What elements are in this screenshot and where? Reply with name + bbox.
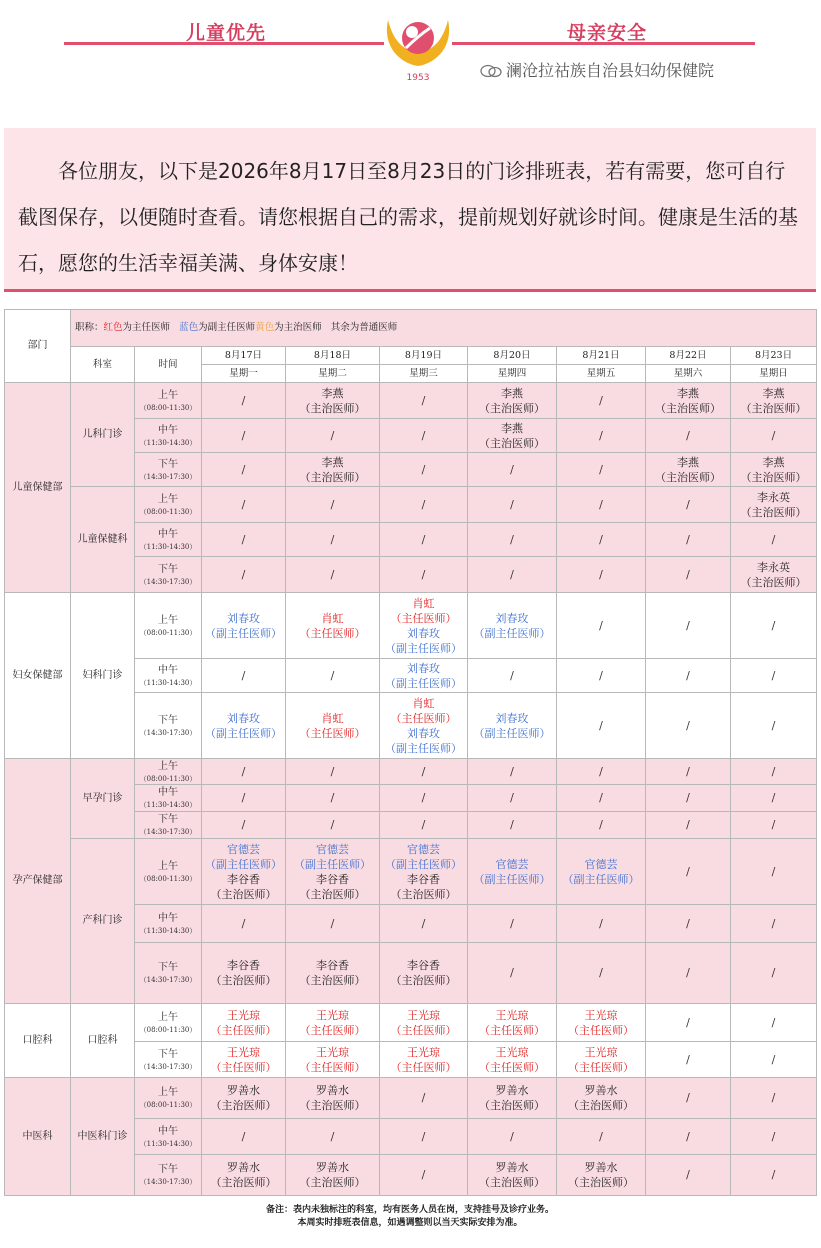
empty-slot: / [731, 1078, 817, 1119]
time-cell: 下午 （14:30-17:30） [135, 693, 202, 759]
room-cell: 妇科门诊 [71, 593, 135, 759]
weekday-header: 星期四 [468, 365, 557, 383]
doctor-slot: 李永英 （主治医师） [731, 487, 817, 523]
empty-slot: / [646, 419, 731, 453]
doctor-slot: 李谷香 （主治医师） [380, 943, 468, 1004]
header-room: 科室 [71, 347, 135, 383]
empty-slot: / [557, 419, 646, 453]
empty-slot: / [468, 943, 557, 1004]
date-header: 8月23日 [731, 347, 817, 365]
empty-slot: / [468, 1119, 557, 1155]
empty-slot: / [731, 1155, 817, 1196]
empty-slot: / [380, 523, 468, 557]
empty-slot: / [380, 487, 468, 523]
empty-slot: / [557, 943, 646, 1004]
empty-slot: / [731, 1042, 817, 1078]
doctor-slot: 李谷香 （主治医师） [202, 943, 286, 1004]
doctor-slot: 官德芸 （副主任医师） 李谷香 （主治医师） [202, 839, 286, 905]
date-header: 8月17日 [202, 347, 286, 365]
doctor-slot: 肖虹 （主任医师） 刘春玫 （副主任医师） [380, 693, 468, 759]
empty-slot: / [731, 905, 817, 943]
empty-slot: / [557, 1119, 646, 1155]
legend-blue-text: 为副主任医师 [198, 322, 256, 333]
dept-cell: 儿童保健部 [5, 383, 71, 593]
empty-slot: / [557, 557, 646, 593]
empty-slot: / [731, 659, 817, 693]
intro-text: 各位朋友，以下是2026年8月17日至8月23日的门诊排班表，若有需要，您可自行截图保存，以便随时查看。请您根据自己的需求，提前规划好就诊时间。健康是生活的基石，愿您的生活幸福美满、身体安康！ [4, 128, 816, 292]
empty-slot: / [202, 812, 286, 839]
time-cell: 中午 （11:30-14:30） [135, 419, 202, 453]
hospital-logo [380, 8, 456, 86]
empty-slot: / [286, 523, 380, 557]
time-cell: 中午 （11:30-14:30） [135, 785, 202, 812]
empty-slot: / [468, 905, 557, 943]
empty-slot: / [731, 1119, 817, 1155]
date-header: 8月22日 [646, 347, 731, 365]
slogan-left: 儿童优先 [186, 22, 267, 44]
empty-slot: / [202, 453, 286, 487]
empty-slot: / [468, 659, 557, 693]
empty-slot: / [646, 1119, 731, 1155]
empty-slot: / [646, 1155, 731, 1196]
date-header: 8月21日 [557, 347, 646, 365]
empty-slot: / [380, 759, 468, 785]
empty-slot: / [202, 659, 286, 693]
empty-slot: / [646, 812, 731, 839]
header-time: 时间 [135, 347, 202, 383]
empty-slot: / [468, 812, 557, 839]
empty-slot: / [731, 943, 817, 1004]
doctor-slot: 王光琼 （主任医师） [557, 1042, 646, 1078]
doctor-slot: 官德芸 （副主任医师） 李谷香 （主治医师） [380, 839, 468, 905]
empty-slot: / [380, 1078, 468, 1119]
doctor-slot: 刘春玫 （副主任医师） [468, 693, 557, 759]
note-line-2: 本周实时排班表信息，如遇调整则以当天实际安排为准。 [297, 1218, 523, 1228]
empty-slot: / [557, 593, 646, 659]
empty-slot: / [286, 759, 380, 785]
empty-slot: / [646, 1004, 731, 1042]
empty-slot: / [202, 905, 286, 943]
empty-slot: / [646, 1078, 731, 1119]
empty-slot: / [468, 557, 557, 593]
hospital-account [480, 58, 714, 81]
doctor-slot: 王光琼 （主任医师） [202, 1004, 286, 1042]
empty-slot: / [286, 487, 380, 523]
room-cell: 儿童保健科 [71, 487, 135, 593]
doctor-slot: 肖虹 （主任医师） 刘春玫 （副主任医师） [380, 593, 468, 659]
doctor-slot: 李燕 （主治医师） [468, 419, 557, 453]
empty-slot: / [380, 785, 468, 812]
empty-slot: / [731, 785, 817, 812]
room-cell: 早孕门诊 [71, 759, 135, 839]
time-cell: 下午 （14:30-17:30） [135, 557, 202, 593]
doctor-slot: 李燕 （主治医师） [646, 453, 731, 487]
empty-slot: / [731, 693, 817, 759]
dept-cell: 口腔科 [5, 1004, 71, 1078]
empty-slot: / [646, 943, 731, 1004]
empty-slot: / [646, 693, 731, 759]
empty-slot: / [646, 659, 731, 693]
empty-slot: / [731, 759, 817, 785]
empty-slot: / [557, 487, 646, 523]
dept-cell: 妇女保健部 [5, 593, 71, 759]
doctor-slot: 罗善水 （主治医师） [202, 1155, 286, 1196]
room-cell: 儿科门诊 [71, 383, 135, 487]
empty-slot: / [731, 419, 817, 453]
doctor-slot: 李谷香 （主治医师） [286, 943, 380, 1004]
legend-red: 红色 [103, 322, 123, 333]
empty-slot: / [380, 557, 468, 593]
empty-slot: / [557, 453, 646, 487]
empty-slot: / [646, 785, 731, 812]
empty-slot: / [646, 593, 731, 659]
doctor-slot: 李燕 （主治医师） [731, 383, 817, 419]
empty-slot: / [468, 785, 557, 812]
weekday-header: 星期二 [286, 365, 380, 383]
doctor-slot: 李燕 （主治医师） [731, 453, 817, 487]
doctor-slot: 王光琼 （主任医师） [286, 1042, 380, 1078]
date-header: 8月20日 [468, 347, 557, 365]
slogan-right: 母亲安全 [567, 22, 648, 44]
legend-orange: 黄色 [255, 322, 275, 333]
empty-slot: / [380, 905, 468, 943]
empty-slot: / [202, 419, 286, 453]
doctor-slot: 王光琼 （主任医师） [286, 1004, 380, 1042]
empty-slot: / [646, 759, 731, 785]
empty-slot: / [202, 557, 286, 593]
empty-slot: / [468, 759, 557, 785]
empty-slot: / [380, 812, 468, 839]
dept-cell: 中医科 [5, 1078, 71, 1196]
doctor-slot: 肖虹 （主任医师） [286, 593, 380, 659]
empty-slot: / [202, 785, 286, 812]
empty-slot: / [646, 487, 731, 523]
time-cell: 上午 （08:00-11:30） [135, 487, 202, 523]
empty-slot: / [557, 905, 646, 943]
doctor-slot: 官德芸 （副主任医师） [557, 839, 646, 905]
date-header: 8月19日 [380, 347, 468, 365]
empty-slot: / [731, 523, 817, 557]
empty-slot: / [202, 523, 286, 557]
doctor-slot: 刘春玫 （副主任医师） [202, 693, 286, 759]
time-cell: 上午 （08:00-11:30） [135, 1004, 202, 1042]
doctor-slot: 李燕 （主治医师） [286, 453, 380, 487]
weekday-header: 星期日 [731, 365, 817, 383]
time-cell: 上午 （08:00-11:30） [135, 383, 202, 419]
empty-slot: / [557, 785, 646, 812]
empty-slot: / [380, 1155, 468, 1196]
empty-slot: / [286, 419, 380, 453]
wechat-icon [480, 64, 502, 78]
empty-slot: / [286, 659, 380, 693]
doctor-slot: 官德芸 （副主任医师） 李谷香 （主治医师） [286, 839, 380, 905]
doctor-slot: 官德芸 （副主任医师） [468, 839, 557, 905]
empty-slot: / [557, 812, 646, 839]
room-cell: 中医科门诊 [71, 1078, 135, 1196]
logo-year: 1953 [406, 73, 430, 83]
empty-slot: / [646, 523, 731, 557]
time-cell: 上午 （08:00-11:30） [135, 759, 202, 785]
empty-slot: / [646, 1042, 731, 1078]
empty-slot: / [468, 487, 557, 523]
legend-rest: 其余为普通医师 [330, 322, 398, 333]
empty-slot: / [731, 839, 817, 905]
empty-slot: / [380, 1119, 468, 1155]
time-cell: 上午 （08:00-11:30） [135, 839, 202, 905]
doctor-slot: 罗善水 （主治医师） [468, 1078, 557, 1119]
empty-slot: / [468, 453, 557, 487]
time-cell: 上午 （08:00-11:30） [135, 593, 202, 659]
time-cell: 中午 （11:30-14:30） [135, 523, 202, 557]
doctor-slot: 李燕 （主治医师） [646, 383, 731, 419]
header [0, 0, 821, 100]
weekday-header: 星期六 [646, 365, 731, 383]
empty-slot: / [557, 659, 646, 693]
room-cell: 口腔科 [71, 1004, 135, 1078]
schedule-table [4, 309, 817, 1196]
doctor-slot: 罗善水 （主治医师） [557, 1155, 646, 1196]
doctor-slot: 李燕 （主治医师） [286, 383, 380, 419]
empty-slot: / [380, 453, 468, 487]
doctor-slot: 罗善水 （主治医师） [286, 1155, 380, 1196]
time-cell: 下午 （14:30-17:30） [135, 943, 202, 1004]
empty-slot: / [468, 523, 557, 557]
doctor-slot: 罗善水 （主治医师） [468, 1155, 557, 1196]
empty-slot: / [557, 383, 646, 419]
note-line-1: 备注：表内未独标注的科室，均有医务人员在岗，支持挂号及诊疗业务。 [265, 1205, 554, 1215]
doctor-slot: 王光琼 （主任医师） [380, 1042, 468, 1078]
doctor-slot: 王光琼 （主任医师） [202, 1042, 286, 1078]
empty-slot: / [731, 812, 817, 839]
empty-slot: / [202, 383, 286, 419]
time-cell: 下午 （14:30-17:30） [135, 1042, 202, 1078]
header-dept: 部门 [5, 310, 71, 383]
time-cell: 上午 （08:00-11:30） [135, 1078, 202, 1119]
empty-slot: / [380, 419, 468, 453]
doctor-slot: 罗善水 （主治医师） [202, 1078, 286, 1119]
empty-slot: / [286, 1119, 380, 1155]
doctor-slot: 刘春玫 （副主任医师） [380, 659, 468, 693]
date-header: 8月18日 [286, 347, 380, 365]
doctor-slot: 王光琼 （主任医师） [468, 1042, 557, 1078]
empty-slot: / [646, 557, 731, 593]
notes [4, 1204, 816, 1230]
empty-slot: / [646, 839, 731, 905]
weekday-header: 星期三 [380, 365, 468, 383]
legend-red-text: 为主任医师 [122, 322, 171, 333]
empty-slot: / [646, 905, 731, 943]
empty-slot: / [557, 523, 646, 557]
empty-slot: / [202, 487, 286, 523]
doctor-slot: 罗善水 （主治医师） [557, 1078, 646, 1119]
empty-slot: / [202, 759, 286, 785]
empty-slot: / [557, 693, 646, 759]
empty-slot: / [286, 812, 380, 839]
empty-slot: / [731, 593, 817, 659]
time-cell: 中午 （11:30-14:30） [135, 1119, 202, 1155]
legend [71, 310, 817, 347]
time-cell: 中午 （11:30-14:30） [135, 659, 202, 693]
doctor-slot: 刘春玫 （副主任医师） [468, 593, 557, 659]
doctor-slot: 王光琼 （主任医师） [468, 1004, 557, 1042]
weekday-header: 星期一 [202, 365, 286, 383]
time-cell: 下午 （14:30-17:30） [135, 453, 202, 487]
empty-slot: / [286, 785, 380, 812]
empty-slot: / [557, 759, 646, 785]
dept-cell: 孕产保健部 [5, 759, 71, 1004]
weekday-header: 星期五 [557, 365, 646, 383]
room-cell: 产科门诊 [71, 839, 135, 1004]
doctor-slot: 刘春玫 （副主任医师） [202, 593, 286, 659]
legend-orange-text: 为主治医师 [274, 322, 322, 333]
doctor-slot: 王光琼 （主任医师） [557, 1004, 646, 1042]
empty-slot: / [202, 1119, 286, 1155]
legend-blue: 蓝色 [179, 322, 199, 333]
doctor-slot: 李燕 （主治医师） [468, 383, 557, 419]
legend-prefix: 职称： [75, 322, 104, 333]
empty-slot: / [731, 1004, 817, 1042]
hospital-name: 澜沧拉祜族自治县妇幼保健院 [506, 61, 715, 80]
time-cell: 中午 （11:30-14:30） [135, 905, 202, 943]
empty-slot: / [380, 383, 468, 419]
empty-slot: / [286, 557, 380, 593]
time-cell: 下午 （14:30-17:30） [135, 812, 202, 839]
doctor-slot: 王光琼 （主任医师） [380, 1004, 468, 1042]
doctor-slot: 肖虹 （主任医师） [286, 693, 380, 759]
time-cell: 下午 （14:30-17:30） [135, 1155, 202, 1196]
doctor-slot: 李永英 （主治医师） [731, 557, 817, 593]
doctor-slot: 罗善水 （主治医师） [286, 1078, 380, 1119]
empty-slot: / [286, 905, 380, 943]
